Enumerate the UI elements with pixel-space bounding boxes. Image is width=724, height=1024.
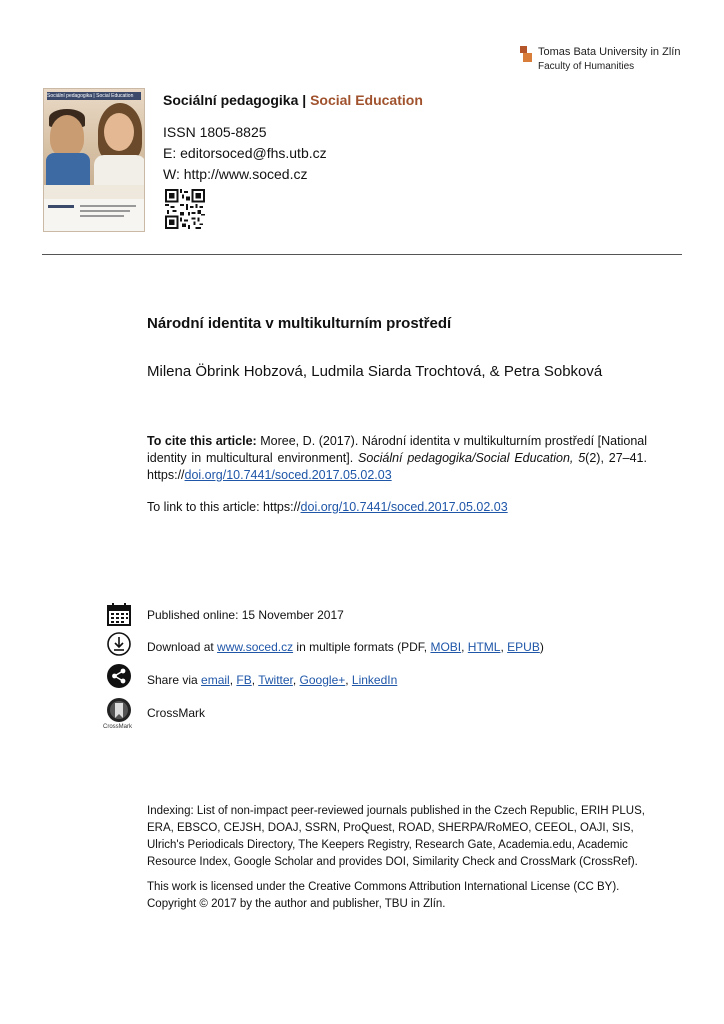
faculty-name: Faculty of Humanities <box>538 61 635 72</box>
university-name: Tomas Bata University in Zlín <box>538 46 681 58</box>
citation-text-2: (2), 27–41. https:// <box>147 451 647 482</box>
crossmark-icon[interactable] <box>106 697 132 723</box>
article-link-line <box>147 500 508 514</box>
journal-name-separator: | <box>298 92 311 108</box>
crossmark-label[interactable]: CrossMark <box>147 706 206 720</box>
journal-name-cz: Sociální pedagogika <box>163 92 299 108</box>
journal-email[interactable]: E: editorsoced@fhs.utb.cz <box>163 145 327 161</box>
share-link-fb[interactable]: FB <box>236 673 252 687</box>
share-link-linkedin[interactable]: LinkedIn <box>351 673 398 687</box>
article-doi-link[interactable]: doi.org/10.7441/soced.2017.05.02.03 <box>300 500 508 514</box>
journal-web[interactable]: W: http://www.soced.cz <box>163 166 308 182</box>
format-link-html[interactable]: HTML <box>467 640 501 654</box>
published-date: Published online: 15 November 2017 <box>147 608 344 622</box>
calendar-icon <box>106 601 132 627</box>
share-link-googleplus[interactable]: Google+ <box>299 673 346 687</box>
share-icon[interactable] <box>106 663 132 689</box>
journal-name-en: Social Education <box>310 92 423 108</box>
download-prefix: Download at <box>147 640 218 654</box>
citation-block <box>147 433 647 484</box>
download-mid: in multiple formats (PDF, <box>293 640 431 654</box>
citation-journal: Sociální pedagogika/Social Education, 5 <box>358 451 586 465</box>
cover-title: Sociální pedagogika | Social Education <box>47 92 141 100</box>
journal-issn: ISSN 1805-8825 <box>163 124 267 140</box>
share-prefix: Share via <box>147 673 202 687</box>
share-link-email[interactable]: email <box>201 673 230 687</box>
crossmark-caption: CrossMark <box>103 724 133 730</box>
journal-name <box>163 92 423 108</box>
share-link-twitter[interactable]: Twitter <box>258 673 293 687</box>
download-site-link[interactable]: www.soced.cz <box>217 640 294 654</box>
indexing-paragraph: Indexing: List of non-impact peer-reviewed journals published in the Czech Republic, ERIH PLUS, ERA, EBSCO, CEJSH, DOAJ, SSRN, ProQuest, ROAD, SHERPA/RoMEO, CEEOL, OAJI, SIS, Ulrich's Periodicals Directory, The Keepers Registry, Research Gate, Academia.edu, Academic Resource Index, Google Scholar and provides DOI, Similarity Check and CrossMark (CrossRef). <box>147 805 645 868</box>
citation-text-1: Moree, D. (2017). Národní identita v multikulturním prostředí [National identity in multicultural environment]. <box>147 434 647 465</box>
download-line: Download at www.soced.cz in multiple formats (PDF, MOBI, HTML, EPUB) <box>147 640 544 654</box>
format-link-epub[interactable]: EPUB <box>507 640 540 654</box>
article-authors: Milena Öbrink Hobzová, Ludmila Siarda Trochtová, & Petra Sobková <box>147 363 603 380</box>
journal-cover-image <box>43 88 145 232</box>
download-icon[interactable] <box>106 631 132 657</box>
format-link-mobi[interactable]: MOBI <box>430 640 462 654</box>
citation-doi-link[interactable]: doi.org/10.7441/soced.2017.05.02.03 <box>184 468 392 482</box>
license-paragraph: This work is licensed under the Creative Commons Attribution International License (CC BY). Copyright © 2017 by the author and publisher, TBU in Zlín. <box>147 881 620 910</box>
link-prefix: To link to this article: https:// <box>147 500 301 514</box>
share-line: Share via email, FB, Twitter, Google+, LinkedIn <box>147 673 398 687</box>
article-title: Národní identita v multikulturním prostředí <box>147 315 452 332</box>
qr-code-icon[interactable] <box>165 189 205 229</box>
horizontal-divider <box>42 254 682 255</box>
university-logo-mark-icon <box>520 46 532 62</box>
citation-label: To cite this article: <box>147 434 257 448</box>
